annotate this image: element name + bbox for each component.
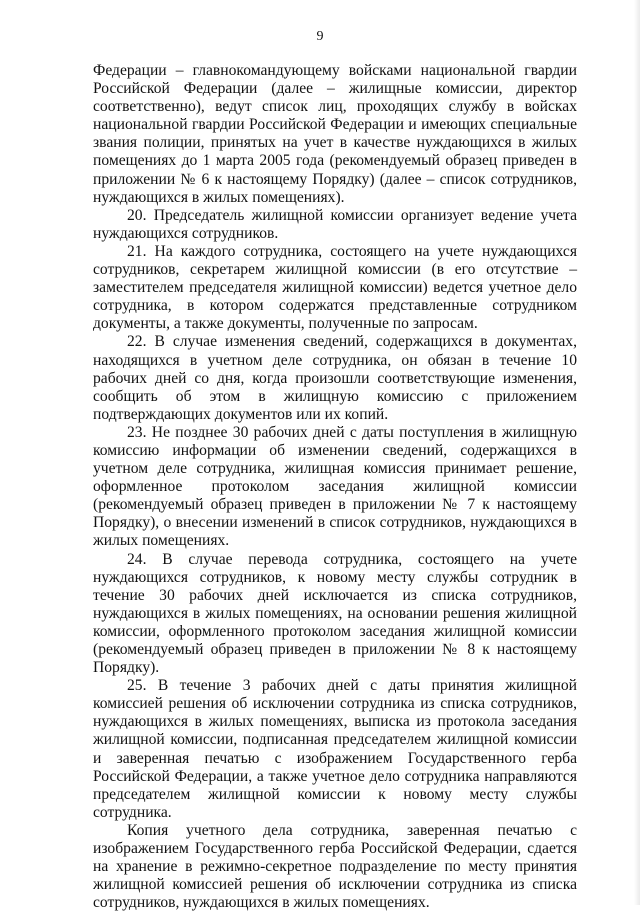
paragraph-21: 21. На каждого сотрудника, состоящего на учете нуждающихся сотрудников, секретарем жилищной комиссии (в его отсутствие – заместителем председателя жилищной комиссии) ведется учетное дело сотрудника, в котором содержатся представленные сотрудником документы, а также документы, полученные по запросам. bbox=[93, 242, 577, 333]
paragraph-continuation: Федерации – главнокомандующему войсками национальной гвардии Российской Федерации (далее – жилищные комиссии, директор соответственно), ведут список лиц, проходящих службу в войсках национальной гвардии Российской Федерации и имеющих специальные звания полиции, принятых на учет в качестве нуждающихся в жилых помещениях до 1 марта 2005 года (рекомендуемый образец приведен в приложении № 6 к настоящему Порядку) (далее – список сотрудников, нуждающихся в жилых помещениях). bbox=[93, 62, 577, 206]
document-body bbox=[93, 62, 577, 912]
paragraph-20: 20. Председатель жилищной комиссии организует ведение учета нуждающихся сотрудников. bbox=[93, 206, 577, 242]
paragraph-22: 22. В случае изменения сведений, содержащихся в документах, находящихся в учетном деле сотрудника, он обязан в течение 10 рабочих дней со дня, когда произошли соответствующие изменения, сообщить об этом в жилищную комиссию с приложением подтверждающих документов или их копий. bbox=[93, 333, 577, 423]
paragraph-25: 25. В течение 3 рабочих дней с даты принятия жилищной комиссией решения об исключении сотрудника из списка сотрудников, нуждающихся в жилых помещениях, выписка из протокола заседания жилищной комиссии, подписанная председателем жилищной комиссии и заверенная печатью с изображением Государственного герба Российской Федерации, а также учетное дело сотрудника направляются председателем жилищной комиссии к новому месту службы сотрудника. bbox=[93, 677, 577, 821]
page-number: 9 bbox=[316, 29, 324, 44]
paragraph-23: 23. Не позднее 30 рабочих дней с даты поступления в жилищную комиссию информации об изменении сведений, содержащихся в учетном деле сотрудника, жилищная комиссия принимает решение, оформленное протоколом заседания жилищной комиссии (рекомендуемый образец приведен в приложении № 7 к настоящему Порядку), о внесении изменений в список сотрудников, нуждающихся в жилых помещениях. bbox=[93, 423, 577, 550]
scan-edge-shadow bbox=[634, 0, 640, 905]
paragraph-24: 24. В случае перевода сотрудника, состоящего на учете нуждающихся сотрудников, к новому месту службы сотрудник в течение 30 рабочих дней исключается из списка сотрудников, нуждающихся в жилых помещениях, на основании решения жилищной комиссии, оформленного протоколом заседания жилищной комиссии (рекомендуемый образец приведен в приложении № 8 к настоящему Порядку). bbox=[93, 550, 577, 677]
paragraph-copy: Копия учетного дела сотрудника, заверенная печатью с изображением Государственного герба Российской Федерации, сдается на хранение в режимно-секретное подразделение по месту принятия жилищной комиссией решения об исключении сотрудника из списка сотрудников, нуждающихся в жилых помещениях. bbox=[93, 821, 577, 912]
